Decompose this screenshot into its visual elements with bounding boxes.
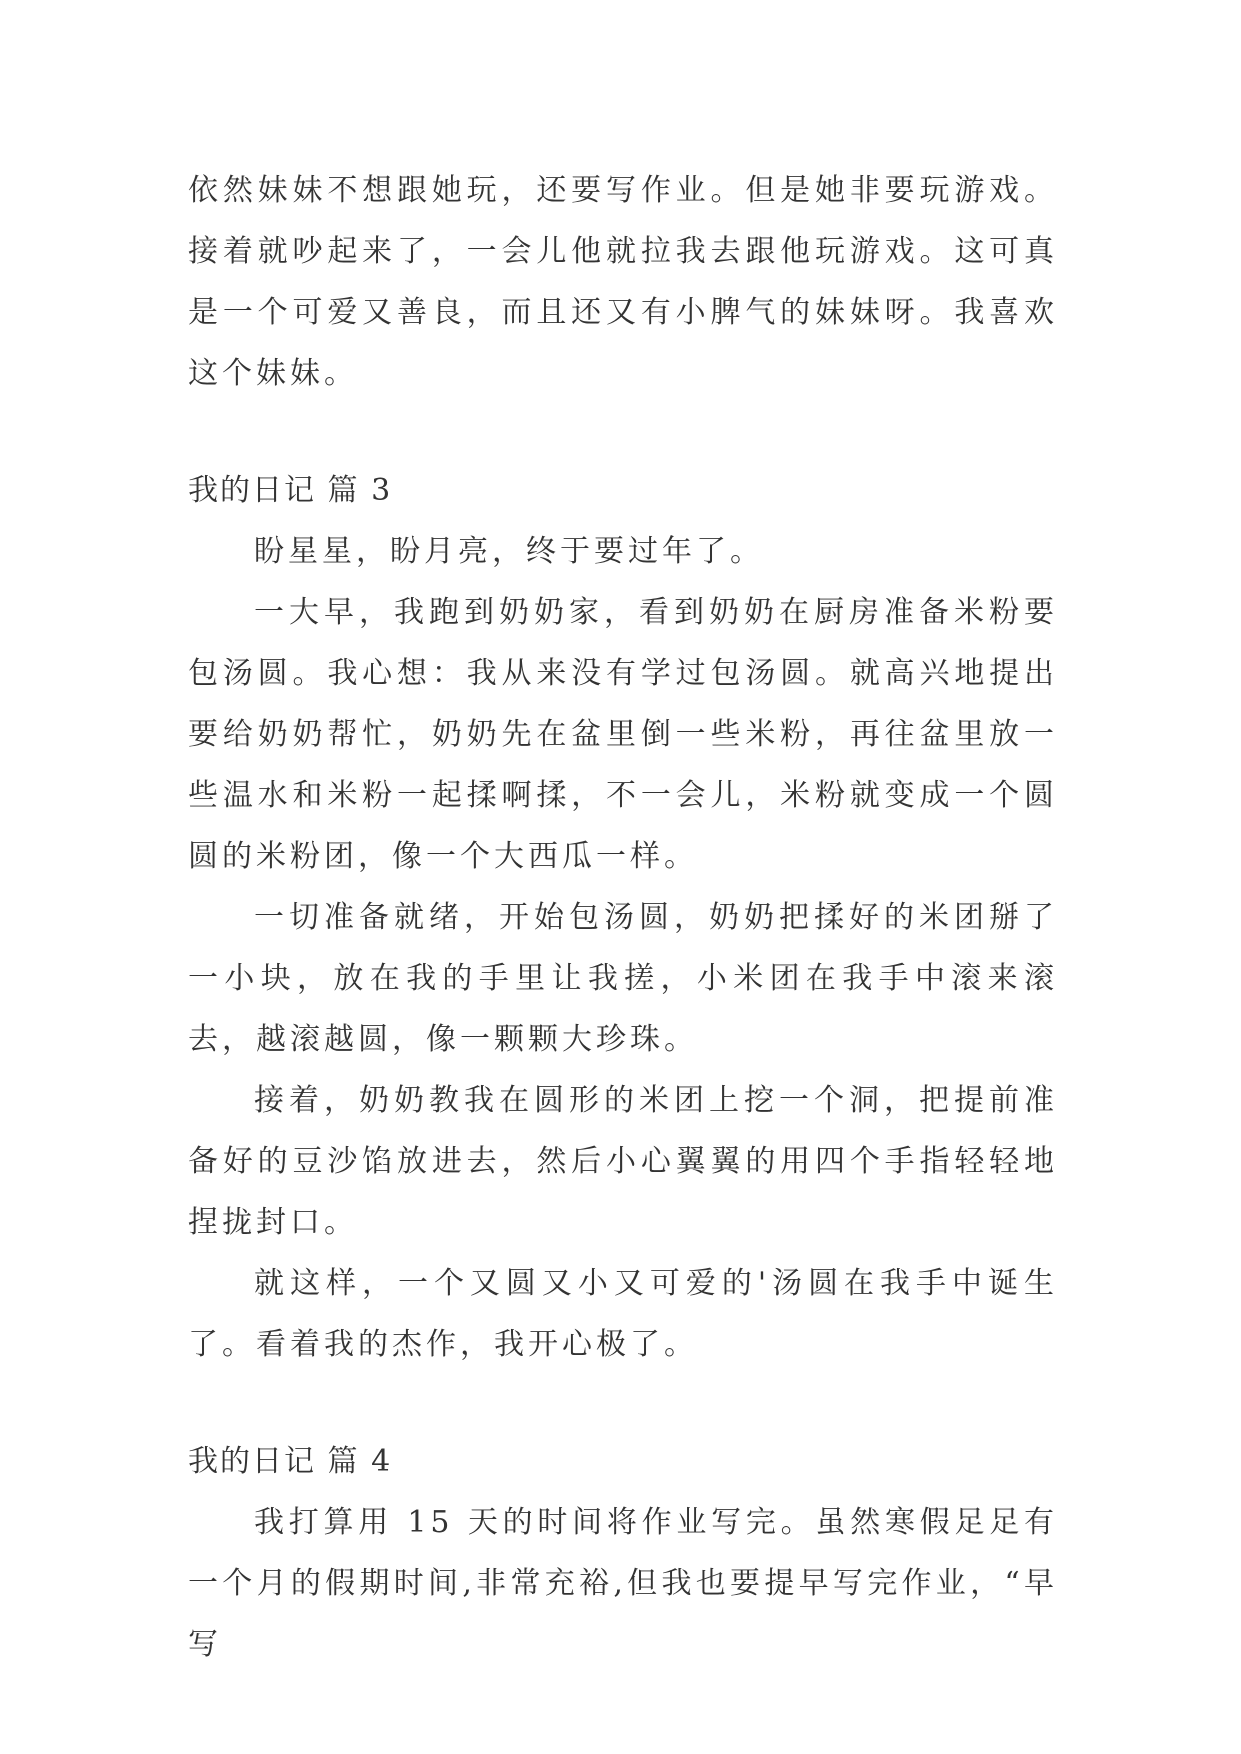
section-4-paragraph-1: 我打算用 15 天的时间将作业写完。虽然寒假足足有一个月的假期时间,非常充裕,但我也要提早写完作业，“早写 [188,1505,1058,1662]
section-3-paragraph-3: 一切准备就绪，开始包汤圆，奶奶把揉好的米团掰了一小块，放在我的手里让我搓，小米团在我手中滚来滚去，越滚越圆，像一颗颗大珍珠。 [188,900,1058,1057]
section-3-paragraph-2: 一大早，我跑到奶奶家，看到奶奶在厨房准备米粉要包汤圆。我心想：我从来没有学过包汤圆。就高兴地提出要给奶奶帮忙，奶奶先在盆里倒一些米粉，再往盆里放一些温水和米粉一起揉啊揉，不一会儿，米粉就变成一个圆圆的米粉团，像一个大西瓜一样。 [188,595,1058,874]
section-3-paragraph-5: 就这样，一个又圆又小又可爱的'汤圆在我手中诞生了。看着我的杰作，我开心极了。 [188,1266,1058,1362]
section-4-heading: 我的日记 篇 4 [188,1444,393,1479]
continuation-paragraph: 依然妹妹不想跟她玩，还要写作业。但是她非要玩游戏。接着就吵起来了，一会儿他就拉我去跟他玩游戏。这可真是一个可爱又善良，而且还又有小脾气的妹妹呀。我喜欢这个妹妹。 [188,173,1058,391]
section-3-paragraph-4: 接着，奶奶教我在圆形的米团上挖一个洞，把提前准备好的豆沙馅放进去，然后小心翼翼的用四个手指轻轻地捏拢封口。 [188,1083,1058,1240]
document-body [188,160,1058,1675]
section-3-paragraph-1: 盼星星，盼月亮，终于要过年了。 [254,534,764,569]
section-3-heading: 我的日记 篇 3 [188,473,393,508]
